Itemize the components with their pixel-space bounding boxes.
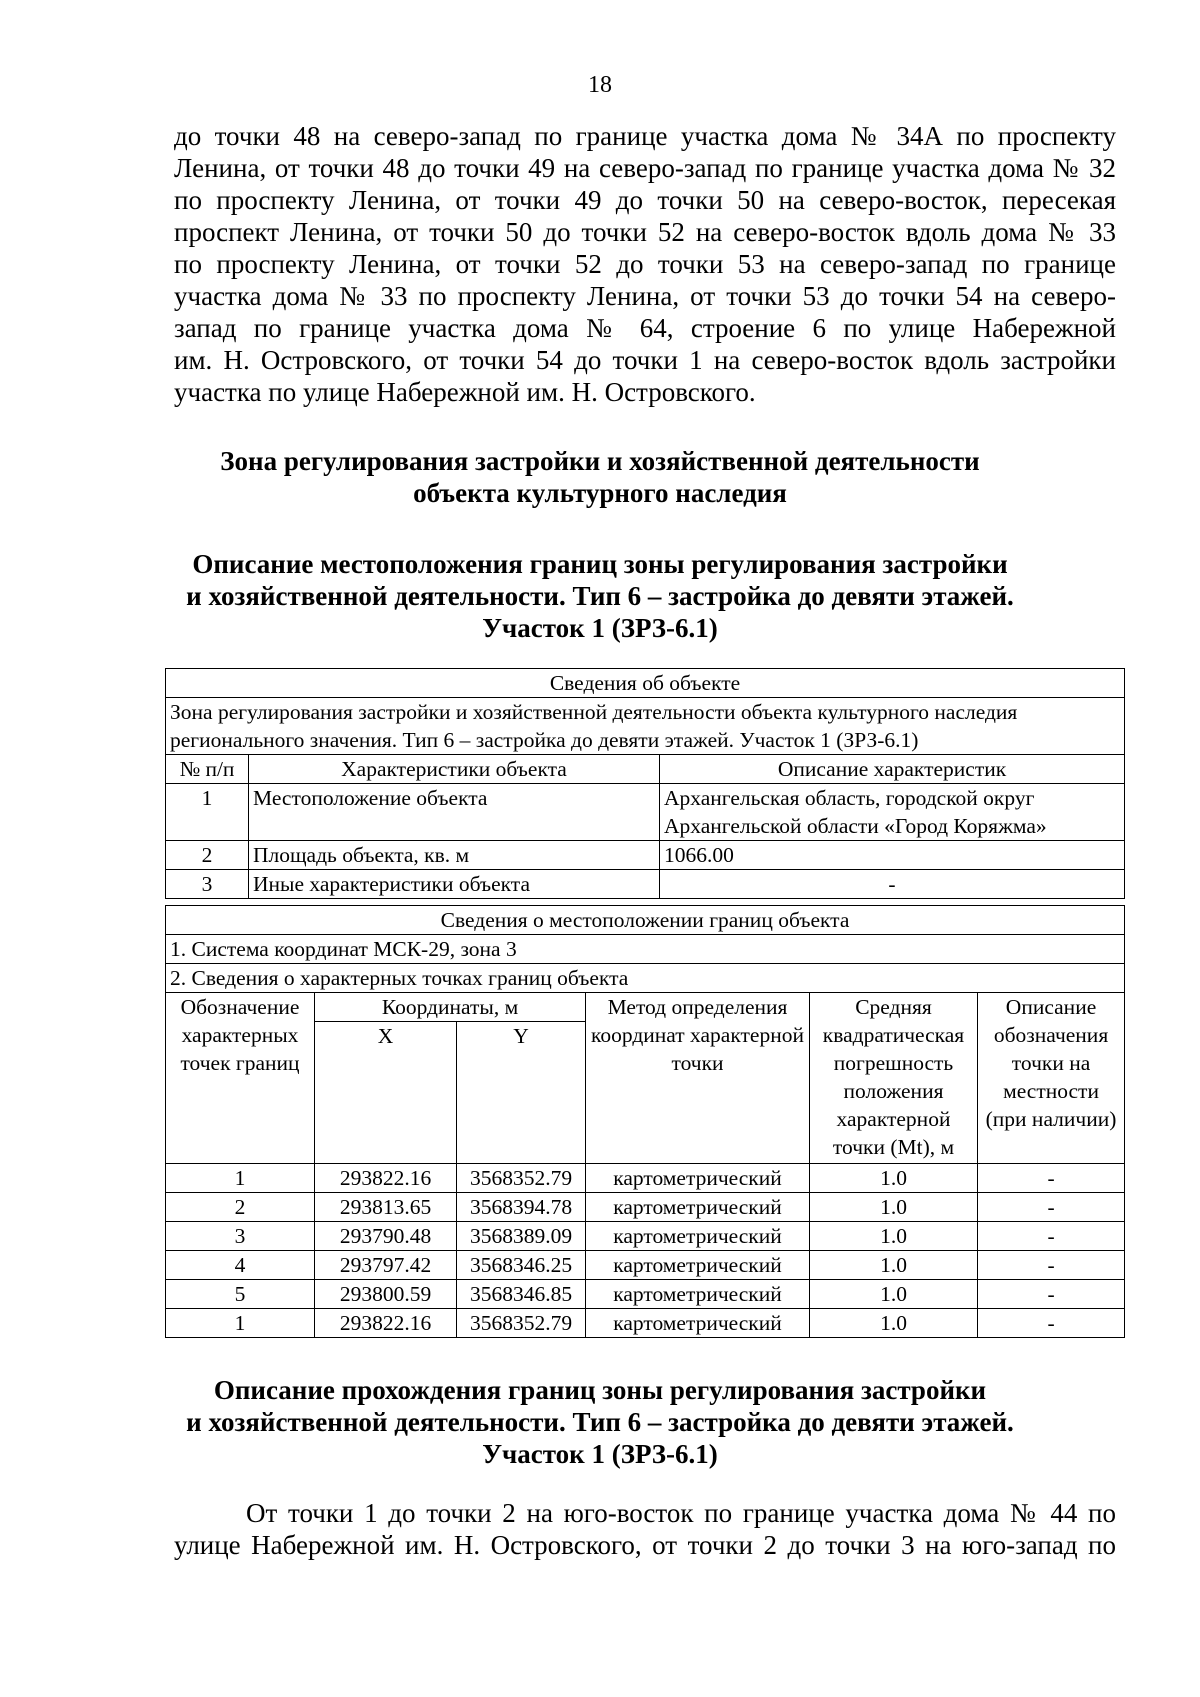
paragraph-line: участка по улице Набережной им. Н. Островского.: [174, 377, 756, 407]
table-row: [166, 1193, 1125, 1222]
table-row: [166, 698, 1125, 755]
method-cell: картометрический: [586, 1251, 810, 1280]
heading-line: Участок 1 (ЗРЗ-6.1): [482, 613, 718, 643]
method-cell: картометрический: [586, 1309, 810, 1338]
coordinates-table: [165, 905, 1125, 1338]
heading-line: и хозяйственной деятельности. Тип 6 – застройка до девяти этажей.: [186, 581, 1014, 611]
point-cell: 4: [166, 1251, 315, 1280]
row-num: 3: [166, 870, 249, 899]
col-method-header: Метод определения координат характерной точки: [586, 993, 810, 1164]
table-header-row: [166, 906, 1125, 935]
y-cell: 3568389.09: [457, 1222, 586, 1251]
x-cell: 293797.42: [315, 1251, 457, 1280]
col-desc-header: Описание характеристик: [660, 755, 1125, 784]
error-cell: 1.0: [810, 1164, 978, 1193]
paragraph-line: по проспекту Ленина, от точки 52 до точки 53 на северо-запад по границе: [174, 249, 1116, 279]
object-info-table: [165, 668, 1125, 899]
heading-line: Описание местоположения границ зоны регулирования застройки: [192, 549, 1008, 579]
error-cell: 1.0: [810, 1193, 978, 1222]
table-row: [166, 841, 1125, 870]
x-cell: 293822.16: [315, 1309, 457, 1338]
descr-cell: -: [978, 1280, 1125, 1309]
x-cell: 293813.65: [315, 1193, 457, 1222]
y-cell: 3568346.85: [457, 1280, 586, 1309]
point-cell: 1: [166, 1164, 315, 1193]
paragraph-line: От точки 1 до точки 2 на юго-восток по границе участка дома № 44 по: [246, 1498, 1116, 1528]
row-desc: [660, 784, 1125, 841]
method-cell: картометрический: [586, 1193, 810, 1222]
points-header: 2. Сведения о характерных точках границ объекта: [166, 964, 1125, 993]
heading-line: и хозяйственной деятельности. Тип 6 – застройка до девяти этажей.: [186, 1407, 1014, 1437]
paragraph-line: Ленина, от точки 48 до точки 49 на северо-запад по границе участка дома № 32: [174, 153, 1116, 183]
paragraph-line: им. Н. Островского, от точки 54 до точки 1 на северо-восток вдоль застройки: [174, 345, 1116, 375]
row-name: Местоположение объекта: [249, 784, 660, 841]
method-cell: картометрический: [586, 1222, 810, 1251]
descr-cell: -: [978, 1251, 1125, 1280]
paragraph-line: запад по границе участка дома № 64, строение 6 по улице Набережной: [174, 313, 1116, 343]
table-header-row: [166, 669, 1125, 698]
y-cell: 3568346.25: [457, 1251, 586, 1280]
col-x-header: X: [315, 1022, 457, 1164]
coords-info-header: Сведения о местоположении границ объекта: [166, 906, 1125, 935]
y-cell: 3568352.79: [457, 1164, 586, 1193]
paragraph-line: участка дома № 33 по проспекту Ленина, от точки 53 до точки 54 на северо-: [174, 281, 1116, 311]
col-error-header: Средняя квадратическая погрешность положения характерной точки (Mt), м: [810, 993, 978, 1164]
error-cell: 1.0: [810, 1222, 978, 1251]
column-header-row: [166, 993, 1125, 1022]
table-row: [166, 1251, 1125, 1280]
heading-line: объекта культурного наследия: [413, 478, 787, 508]
object-name-cell: [166, 698, 1125, 755]
paragraph-line: проспект Ленина, от точки 50 до точки 52 на северо-восток вдоль дома № 33: [174, 217, 1116, 247]
col-char-header: Характеристики объекта: [249, 755, 660, 784]
row-desc-line: Архангельской области «Город Коряжма»: [664, 814, 1047, 838]
descr-cell: -: [978, 1309, 1125, 1338]
descr-cell: -: [978, 1222, 1125, 1251]
heading-line: Зона регулирования застройки и хозяйственной деятельности: [220, 446, 980, 476]
row-num: 1: [166, 784, 249, 841]
descr-cell: -: [978, 1193, 1125, 1222]
x-cell: 293822.16: [315, 1164, 457, 1193]
y-cell: 3568352.79: [457, 1309, 586, 1338]
col-coords-header: Координаты, м: [315, 993, 586, 1022]
heading-line: Участок 1 (ЗРЗ-6.1): [482, 1439, 718, 1469]
heading-line: Описание прохождения границ зоны регулирования застройки: [213, 1375, 987, 1405]
x-cell: 293790.48: [315, 1222, 457, 1251]
table-row: [166, 870, 1125, 899]
x-cell: 293800.59: [315, 1280, 457, 1309]
error-cell: 1.0: [810, 1280, 978, 1309]
row-desc: 1066.00: [660, 841, 1125, 870]
point-cell: 3: [166, 1222, 315, 1251]
table-row: [166, 964, 1125, 993]
object-name-line: Зона регулирования застройки и хозяйственной деятельности объекта культурного наследия: [170, 700, 1018, 724]
descr-cell: -: [978, 1164, 1125, 1193]
table-row: [166, 935, 1125, 964]
page-number: 18: [588, 72, 612, 98]
object-name-line: регионального значения. Тип 6 – застройка до девяти этажей. Участок 1 (ЗРЗ-6.1): [170, 728, 919, 752]
paragraph-line: улице Набережной им. Н. Островского, от точки 2 до точки 3 на юго-запад по: [174, 1530, 1116, 1560]
col-descr-header: Описание обозначения точки на местности (при наличии): [978, 993, 1125, 1164]
method-cell: картометрический: [586, 1280, 810, 1309]
column-header-row: [166, 755, 1125, 784]
point-cell: 5: [166, 1280, 315, 1309]
table-row: [166, 1222, 1125, 1251]
table-row: [166, 1309, 1125, 1338]
col-y-header: Y: [457, 1022, 586, 1164]
point-cell: 2: [166, 1193, 315, 1222]
col-point-header: Обозначение характерных точек границ: [166, 993, 315, 1164]
table-row: [166, 1164, 1125, 1193]
coordinate-system: 1. Система координат МСК-29, зона 3: [166, 935, 1125, 964]
method-cell: картометрический: [586, 1164, 810, 1193]
row-num: 2: [166, 841, 249, 870]
point-cell: 1: [166, 1309, 315, 1338]
table-row: [166, 784, 1125, 841]
paragraph-line: по проспекту Ленина, от точки 49 до точки 50 на северо-восток, пересекая: [174, 185, 1116, 215]
error-cell: 1.0: [810, 1251, 978, 1280]
row-name: Иные характеристики объекта: [249, 870, 660, 899]
error-cell: 1.0: [810, 1309, 978, 1338]
col-num-header: № п/п: [166, 755, 249, 784]
row-desc-line: Архангельская область, городской округ: [664, 786, 1035, 810]
row-desc: -: [660, 870, 1125, 899]
paragraph-line: до точки 48 на северо-запад по границе участка дома № 34А по проспекту: [174, 121, 1116, 151]
table-row: [166, 1280, 1125, 1309]
object-info-header: Сведения об объекте: [166, 669, 1125, 698]
y-cell: 3568394.78: [457, 1193, 586, 1222]
row-name: Площадь объекта, кв. м: [249, 841, 660, 870]
